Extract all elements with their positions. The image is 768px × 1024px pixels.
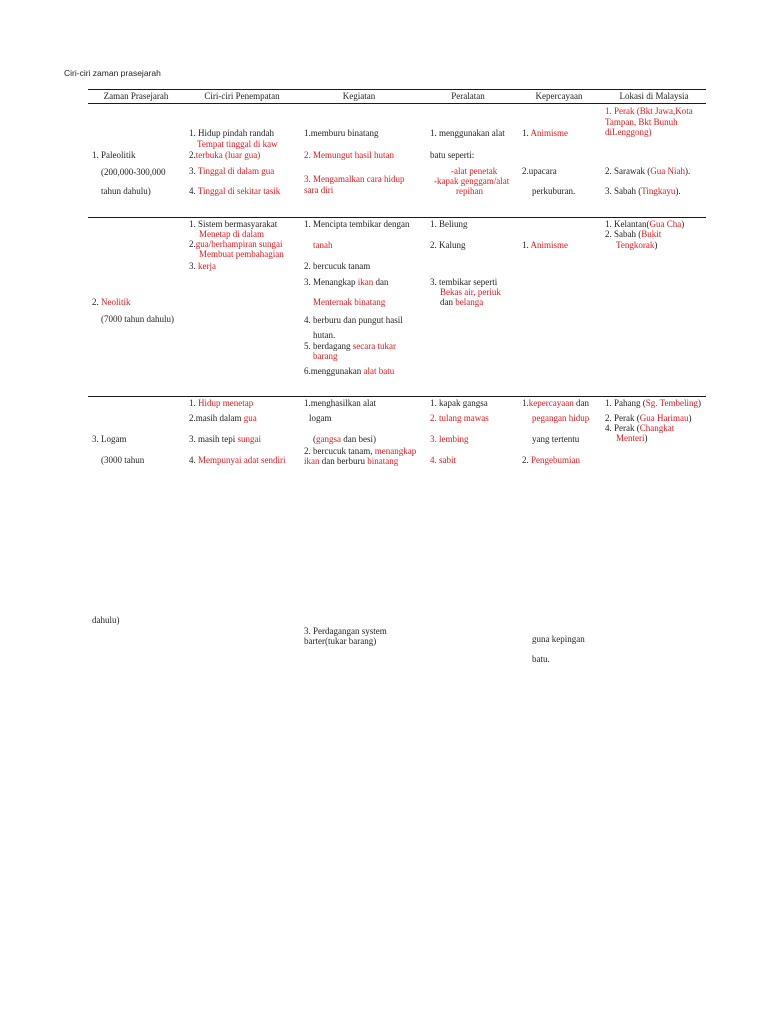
ciri-num: 1. xyxy=(189,398,196,408)
kegiatan-item: 3. Perdagangan system xyxy=(304,626,387,636)
kegiatan-text: 6.menggunakan xyxy=(304,366,362,376)
kepercayaan-highlight: kepercayaan xyxy=(528,398,574,408)
header-zaman: Zaman Prasejarah xyxy=(103,91,169,101)
lokasi-place: Gua Harimau xyxy=(639,413,689,423)
kegiatan-text: dan xyxy=(375,277,389,287)
lokasi-place: Sg. Tembeling xyxy=(645,398,698,408)
lokasi-item: Tampan, Bkt Bunuh xyxy=(605,117,678,127)
kepercayaan-num: 2. xyxy=(522,455,529,465)
header-kepercayaan: Kepercayaan xyxy=(535,91,583,101)
zaman-name: 1. Paleolitik xyxy=(92,150,136,160)
ciri-item: Menetap di dalam xyxy=(199,229,264,239)
kegiatan-text: dan berburu xyxy=(321,456,365,466)
ciri-text: 3. masih tepi xyxy=(189,434,236,444)
peralatan-item: 4. sabit xyxy=(430,455,456,465)
lokasi-text: 1. Pahang ( xyxy=(605,398,646,408)
lokasi-place: Tengkorak xyxy=(616,240,655,250)
ciri-item: terbuka (luar gua) xyxy=(195,150,261,160)
lokasi-text: 1. Kelantan( xyxy=(605,219,650,229)
lokasi-place: Tingkayu xyxy=(641,186,676,196)
kegiatan-item: 4. berburu dan pungut hasil xyxy=(304,315,403,325)
header-ciri: Ciri-ciri Penempatan xyxy=(204,91,280,101)
ciri-item: Tinggal di sekitar tasik xyxy=(197,186,281,196)
kegiatan-text: 3. Menangkap xyxy=(304,277,356,287)
kepercayaan-item: guna kepingan xyxy=(532,634,585,644)
header-peralatan: Peralatan xyxy=(451,91,485,101)
lokasi-text: ) xyxy=(654,240,658,250)
kegiatan-highlight: alat batu xyxy=(363,366,395,376)
ciri-text: 2.masih dalam xyxy=(189,413,242,423)
lokasi-text: 4. Perak ( xyxy=(605,423,640,433)
ciri-item: 1. Sistem bermasyarakat xyxy=(189,219,278,229)
zaman-num: 2. xyxy=(92,297,99,307)
lokasi-text: 3. Sabah ( xyxy=(605,186,642,196)
ciri-item: Mempunyai adat sendiri xyxy=(198,455,286,465)
ciri-num: 2. xyxy=(189,239,196,249)
kegiatan-item: 1.memburu binatang xyxy=(304,128,379,138)
zaman-age: (3000 tahun xyxy=(101,455,145,465)
kegiatan-item: Menternak binatang xyxy=(313,297,386,307)
kepercayaan-item: yang tertentu xyxy=(532,434,580,444)
peralatan-item: 2. Kalung xyxy=(430,240,466,250)
kegiatan-highlight: ikan xyxy=(357,277,374,287)
ciri-num: 3. xyxy=(189,261,196,271)
ciri-num: 2. xyxy=(189,150,196,160)
kepercayaan-item: Animisme xyxy=(530,128,569,138)
kegiatan-highlight: menangkap xyxy=(374,446,417,456)
kegiatan-item: logam xyxy=(309,413,332,423)
kepercayaan-num: 1. xyxy=(522,398,529,408)
header-kegiatan: Kegiatan xyxy=(342,91,376,101)
kepercayaan-item: batu. xyxy=(532,654,550,664)
lokasi-text: ) xyxy=(644,433,648,443)
kepercayaan-text: dan xyxy=(575,398,589,408)
peralatan-item: 1. kapak gangsa xyxy=(430,398,488,408)
page-title: Ciri-ciri zaman prasejarah xyxy=(64,68,161,78)
row-rule-1 xyxy=(88,217,706,218)
lokasi-place: Bukit xyxy=(641,229,662,239)
peralatan-item: -kapak genggam/alat xyxy=(434,176,510,186)
ciri-item: 1. Hidup pindah randah xyxy=(189,128,274,138)
table-top-rule xyxy=(88,89,706,90)
lokasi-text: ). xyxy=(675,186,681,196)
kegiatan-item: 1. Mencipta tembikar dengan xyxy=(304,219,410,229)
kegiatan-highlight: ikan xyxy=(304,456,320,466)
lokasi-text: ) xyxy=(681,219,685,229)
kepercayaan-num: 1. xyxy=(522,128,529,138)
kegiatan-item: sara diri xyxy=(304,185,334,195)
ciri-num: 3. xyxy=(189,166,196,176)
lokasi-place: Gua Niah xyxy=(650,166,685,176)
kegiatan-item: tanah xyxy=(313,240,333,250)
peralatan-item: 3. tembikar seperti xyxy=(430,277,498,287)
kepercayaan-item: perkuburan. xyxy=(532,186,576,196)
zaman-age: (7000 tahun dahulu) xyxy=(101,314,174,324)
kegiatan-text: ( xyxy=(313,434,316,444)
lokasi-item: diLenggong) xyxy=(605,127,652,137)
header-lokasi: Lokasi di Malaysia xyxy=(619,91,689,101)
peralatan-item: batu seperti: xyxy=(430,150,475,160)
kegiatan-item: 3. Mengamalkan cara hidup xyxy=(304,174,405,184)
kegiatan-item: 2. bercucuk tanam xyxy=(304,261,371,271)
kegiatan-highlight: gangsa xyxy=(316,434,341,444)
peralatan-item: repihan xyxy=(456,186,483,196)
lokasi-place: Changkat xyxy=(639,423,675,433)
ciri-num: 4. xyxy=(189,455,196,465)
kegiatan-text: 5. berdagang xyxy=(304,341,351,351)
kegiatan-highlight: secara tukar xyxy=(352,341,396,351)
lokasi-place: Gua Cha xyxy=(649,219,682,229)
peralatan-item: 2. tulang mawas xyxy=(430,413,489,423)
kepercayaan-item: pegangan hidup xyxy=(532,413,590,423)
kegiatan-text: 2. bercucuk tanam, xyxy=(304,446,373,456)
peralatan-item: Bekas air, periuk xyxy=(440,287,501,297)
peralatan-item: 1. menggunakan alat xyxy=(430,128,505,138)
ciri-item: Tempat tinggal di kaw xyxy=(197,139,278,149)
header-rule xyxy=(88,103,706,104)
kepercayaan-item: 2.upacara xyxy=(522,166,557,176)
peralatan-item: 3. lembing xyxy=(430,434,469,444)
lokasi-text: 2. Perak ( xyxy=(605,413,640,423)
peralatan-highlight: belanga xyxy=(455,297,484,307)
lokasi-item: 1. Perak (Bkt Jawa,Kota xyxy=(605,106,693,116)
peralatan-item: 1. Beliung xyxy=(430,219,468,229)
kegiatan-item: barter(tukar barang) xyxy=(304,636,377,646)
zaman-age-cont: dahulu) xyxy=(92,615,120,625)
lokasi-place: Menteri xyxy=(616,433,645,443)
lokasi-text: ) xyxy=(688,413,692,423)
ciri-highlight: gua xyxy=(243,413,257,423)
kegiatan-item: 1.menghasilkan alat xyxy=(304,398,376,408)
kepercayaan-num: 1. xyxy=(522,240,529,250)
lokasi-text: ). xyxy=(684,166,691,176)
zaman-age-cont: tahun dahulu) xyxy=(101,186,151,196)
peralatan-text: dan xyxy=(440,297,453,307)
zaman-age: (200,000-300,000 xyxy=(101,167,166,177)
ciri-item: kerja xyxy=(198,261,216,271)
kegiatan-item: barang xyxy=(313,351,338,361)
lokasi-text: ) xyxy=(697,398,701,408)
zaman-name: Neolitik xyxy=(101,297,131,307)
row-rule-2 xyxy=(88,396,706,397)
zaman-name: 3. Logam xyxy=(92,434,127,444)
ciri-num: 4. xyxy=(189,186,196,196)
ciri-highlight: sungai xyxy=(237,434,261,444)
kepercayaan-item: Animisme xyxy=(530,240,569,250)
ciri-item: Hidup menetap xyxy=(198,398,254,408)
kegiatan-item: 2. Memungut hasil hutan xyxy=(304,150,394,160)
kegiatan-highlight: binatang xyxy=(367,456,399,466)
lokasi-text: 2. Sarawak ( xyxy=(605,166,651,176)
peralatan-item: -alat penetak xyxy=(451,166,498,176)
kegiatan-text: dan besi) xyxy=(343,434,376,444)
kegiatan-item: hutan. xyxy=(313,330,336,340)
kepercayaan-highlight: Pengebumian xyxy=(531,455,580,465)
ciri-item: Tinggal di dalam gua xyxy=(197,166,275,176)
ciri-item: Membuat pembahagian xyxy=(199,249,284,259)
lokasi-text: 2. Sabah ( xyxy=(605,229,642,239)
ciri-item: gua/berhampiran sungai xyxy=(195,239,283,249)
